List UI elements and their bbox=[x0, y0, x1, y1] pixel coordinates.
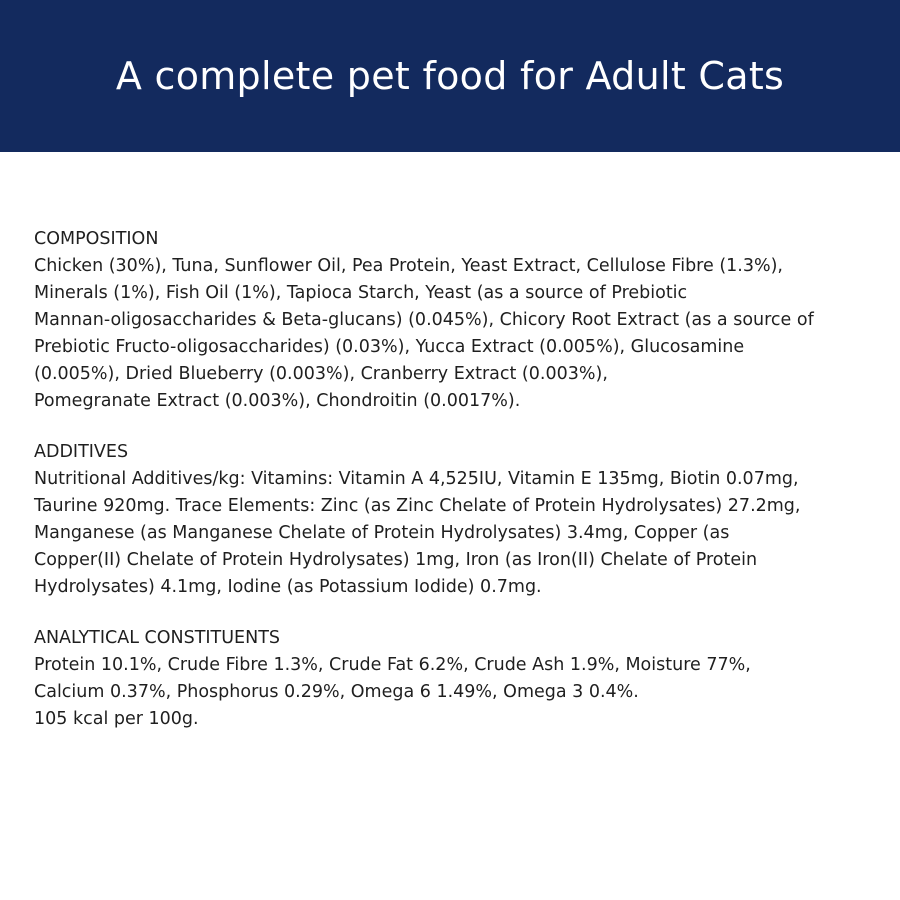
additives-line: Manganese (as Manganese Chelate of Protein Hydrolysates) 3.4mg, Copper (as bbox=[34, 523, 730, 543]
additives-line: Copper(II) Chelate of Protein Hydrolysates) 1mg, Iron (as Iron(II) Chelate of Protein bbox=[34, 550, 758, 570]
additives-section bbox=[34, 439, 884, 601]
analytical-line: Calcium 0.37%, Phosphorus 0.29%, Omega 6 1.49%, Omega 3 0.4%. bbox=[34, 682, 639, 702]
composition-line: Prebiotic Fructo-oligosaccharides) (0.03%), Yucca Extract (0.005%), Glucosamine bbox=[34, 337, 745, 357]
header-banner bbox=[0, 0, 900, 152]
analytical-line: 105 kcal per 100g. bbox=[34, 709, 199, 729]
analytical-line: Protein 10.1%, Crude Fibre 1.3%, Crude Fat 6.2%, Crude Ash 1.9%, Moisture 77%, bbox=[34, 655, 751, 675]
composition-line: Pomegranate Extract (0.003%), Chondroitin (0.0017%). bbox=[34, 391, 521, 411]
additives-line: Hydrolysates) 4.1mg, Iodine (as Potassium Iodide) 0.7mg. bbox=[34, 577, 542, 597]
label-content bbox=[34, 226, 884, 757]
composition-heading: COMPOSITION bbox=[34, 229, 159, 249]
composition-line: Chicken (30%), Tuna, Sunflower Oil, Pea Protein, Yeast Extract, Cellulose Fibre (1.3%), bbox=[34, 256, 783, 276]
page-title: A complete pet food for Adult Cats bbox=[115, 54, 785, 98]
composition-line: (0.005%), Dried Blueberry (0.003%), Cranberry Extract (0.003%), bbox=[34, 364, 608, 384]
additives-line: Taurine 920mg. Trace Elements: Zinc (as Zinc Chelate of Protein Hydrolysates) 27.2mg, bbox=[34, 496, 801, 516]
additives-heading: ADDITIVES bbox=[34, 442, 129, 462]
composition-line: Minerals (1%), Fish Oil (1%), Tapioca Starch, Yeast (as a source of Prebiotic bbox=[34, 283, 688, 303]
composition-line: Mannan-oligosaccharides & Beta-glucans) (0.045%), Chicory Root Extract (as a source of bbox=[34, 310, 814, 330]
additives-line: Nutritional Additives/kg: Vitamins: Vitamin A 4,525IU, Vitamin E 135mg, Biotin 0.07mg, bbox=[34, 469, 799, 489]
analytical-constituents-heading: ANALYTICAL CONSTITUENTS bbox=[34, 628, 280, 648]
analytical-constituents-section bbox=[34, 625, 884, 733]
composition-section bbox=[34, 226, 884, 415]
